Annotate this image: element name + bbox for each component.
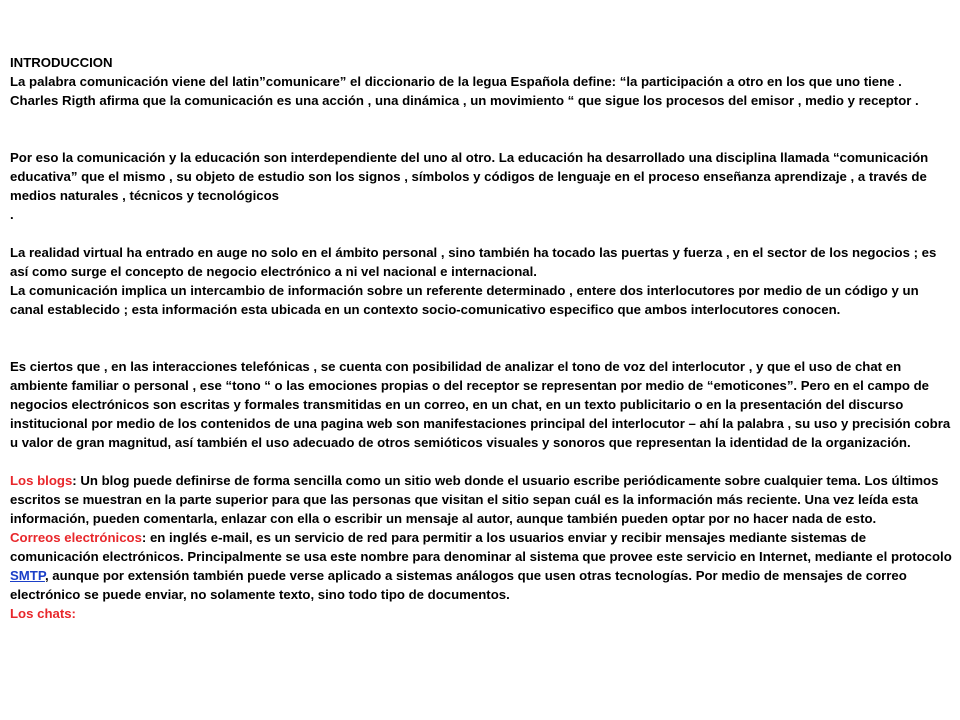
email-text-before: : en inglés e-mail, es un servicio de red para permitir a los usuarios enviar y recibir mensajes mediante sistemas de comunicación electrónicos. Principalmente se usa este nombre para denominar al sistema que provee este servicio en Internet, mediante el protocolo [10,530,952,564]
smtp-link[interactable]: SMTP [10,568,45,583]
intro-paragraph-1: La palabra comunicación viene del latin”comunicare” el diccionario de la legua Española define: “la participación a otro en los que uno tiene . [10,74,902,89]
blogs-text: : Un blog puede definirse de forma sencilla como un sitio web donde el usuario escribe periódicamente sobre cualquier tema. Los últimos escritos se muestran en la parte superior para que las personas que visitan el sitio sepan cuál es la información más reciente. Una vez leída esta información, pueden comentarla, enlazar con ella o escribir un mensaje al autor, aunque también pueden optar por no hacer nada de esto. [10,473,939,526]
slide-text-body [10,53,955,623]
spacer [10,110,955,148]
spacer [10,452,955,471]
virtual-paragraph-2: La comunicación implica un intercambio de información sobre un referente determinado , entere dos interlocutores por medio de un código y un canal establecido ; esta información esta ubicada en un contexto socio-comunicativo especifico que ambos interlocutores conocen. [10,283,919,317]
chats-paragraph [10,604,955,623]
chats-term: Los chats: [10,606,76,621]
email-paragraph [10,528,955,604]
email-text-after: , aunque por extensión también puede verse aplicado a sistemas análogos que usen otras tecnologías. Por medio de mensajes de correo electrónico se puede enviar, no solamente texto, sino todo tipo de documentos. [10,568,907,602]
heading: INTRODUCCION [10,55,113,70]
education-paragraph: Por eso la comunicación y la educación son interdependiente del uno al otro. La educación ha desarrollado una disciplina llamada “comunicación educativa” que el mismo , su objeto de estudio son los signos , símbolos y códigos de lenguaje en el proceso enseñanza aprendizaje , a través de medios naturales , técnicos y tecnológicos [10,150,929,203]
virtual-paragraph-1: La realidad virtual ha entrado en auge no solo en el ámbito personal , sino también ha tocado las puertas y fuerza , en el sector de los negocios ; es así como surge el concepto de negocio electrónico a ni vel nacional e internacional. [10,245,937,279]
blogs-paragraph [10,471,955,528]
spacer [10,319,955,357]
education-dot: . [10,207,14,222]
interactions-paragraph: Es ciertos que , en las interacciones telefónicas , se cuenta con posibilidad de analizar el tono de voz del interlocutor , y que el uso de chat en ambiente familiar o personal , ese “tono “ o las emociones propias o del receptor se representan por medio de “emoticones”. Pero en el campo de negocios electrónicos son escritas y formales transmitidas en un correo, en un chat, en un texto publicitario o en la presentación del discurso institucional por medio de los contenidos de una pagina web son manifestaciones principal del interlocutor – ahí la palabra , su uso y precisión cobra u valor de gran magnitud, así también el uso adecuado de otros semióticos visuales y sonoros que representan la identidad de la organización. [10,359,951,450]
email-term: Correos electrónicos [10,530,142,545]
blogs-term: Los blogs [10,473,73,488]
intro-paragraph-2: Charles Rigth afirma que la comunicación es una acción , una dinámica , un movimiento “ que sigue los procesos del emisor , medio y receptor . [10,93,919,108]
spacer [10,224,955,243]
